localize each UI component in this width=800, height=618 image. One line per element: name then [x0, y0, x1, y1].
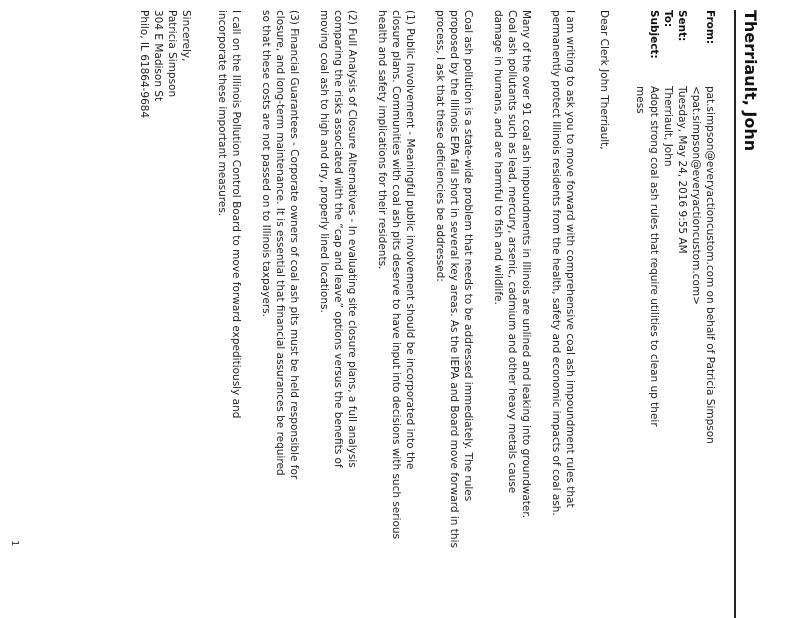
from-value-line1: pat.simpson@everyactioncustom.com on behalf of Patricia Simpson [704, 86, 716, 444]
paragraph-3-line-1: Coal ash pollution is a state-wide problem that needs to be addressed immediately. The rules [462, 10, 474, 502]
paragraph-1-line-1: I am writing to ask you to move forward with comprehensive coal ash impoundment rules that [564, 10, 576, 508]
salutation: Dear Clerk John Therriault, [598, 10, 610, 150]
signature-name: Patricia Simpson [166, 10, 178, 98]
signature-address-line2: Philo, IL 61864-9684 [138, 10, 150, 119]
paragraph-6-line-3: so that these costs are not passed on to Illinois taxpayers. [260, 10, 272, 317]
paragraph-7-line-1: I call on the Illinois Pollution Control Board to move forward expeditiously and [230, 10, 242, 419]
from-value-line2: <pat.simpson@everyactioncustom.com> [690, 86, 702, 305]
paragraph-5-line-1: (2) Full Analysis of Closure Alternatives - In evaluating site closure plans, a full analysis [346, 10, 358, 468]
paragraph-6-line-2: closure, and long-term maintenance. It is essential that financial assurances be required [274, 10, 286, 476]
sent-value: Tuesday, May 24, 2016 9:55 AM [676, 86, 688, 254]
paragraph-2-line-2: Coal ash pollutants such as lead, mercury, arsenic, cadmium and other heavy metals cause [506, 10, 518, 494]
paragraph-2-line-3: damage in humans, and are harmful to fish and wildlife. [492, 10, 504, 305]
paragraph-1-line-2: permanently protect Illinois residents from the health, safety and economic impacts of coal ash. [550, 10, 562, 516]
paragraph-4-line-2: closure plans. Communities with coal ash pits deserve to have input into decisions with such serious [390, 10, 402, 540]
subject-value-line2: mess [634, 86, 646, 114]
paragraph-3-line-2: proposed by the Illinois EPA fall short in several key areas. As the IEPA and Board move forward in this [448, 10, 460, 548]
paragraph-4-line-1: (1) Public Involvement - Meaningful public involvement should be incorporated into the [404, 10, 416, 470]
paragraph-3-line-3: process, I ask that these deficiencies be addressed: [434, 10, 446, 282]
paragraph-6-line-1: (3) Financial Guarantees - Corporate owners of coal ash pits must be held responsible for [288, 10, 300, 480]
recipient-name-title: Therriault, John [741, 10, 760, 152]
subject-label: Subject: [648, 10, 660, 59]
to-label: To: [662, 10, 674, 28]
page-number: 1 [9, 540, 20, 547]
from-label: From: [704, 10, 716, 45]
paragraph-7-line-2: incorporate these important measures. [216, 10, 228, 217]
signature-closing: Sincerely, [180, 10, 192, 62]
paragraph-5-line-3: moving coal ash to high and dry, properly lined locations. [318, 10, 330, 313]
to-value: Therriault, John [662, 86, 674, 167]
sent-label: Sent: [676, 10, 688, 42]
header-rule [734, 10, 736, 618]
signature-address-line1: 304 E Madison St [152, 10, 164, 102]
paragraph-5-line-2: comparing the risks associated with the “cap and leave” options versus the benefits of [332, 10, 344, 468]
subject-value-line1: Adopt strong coal ash rules that require utilities to clean up their [648, 86, 660, 427]
paragraph-2-line-1: Many of the over 91 coal ash impoundments in Illinois are unlined and leaking into groundwater. [520, 10, 532, 519]
paragraph-4-line-3: health and safety implications for their residents. [376, 10, 388, 270]
